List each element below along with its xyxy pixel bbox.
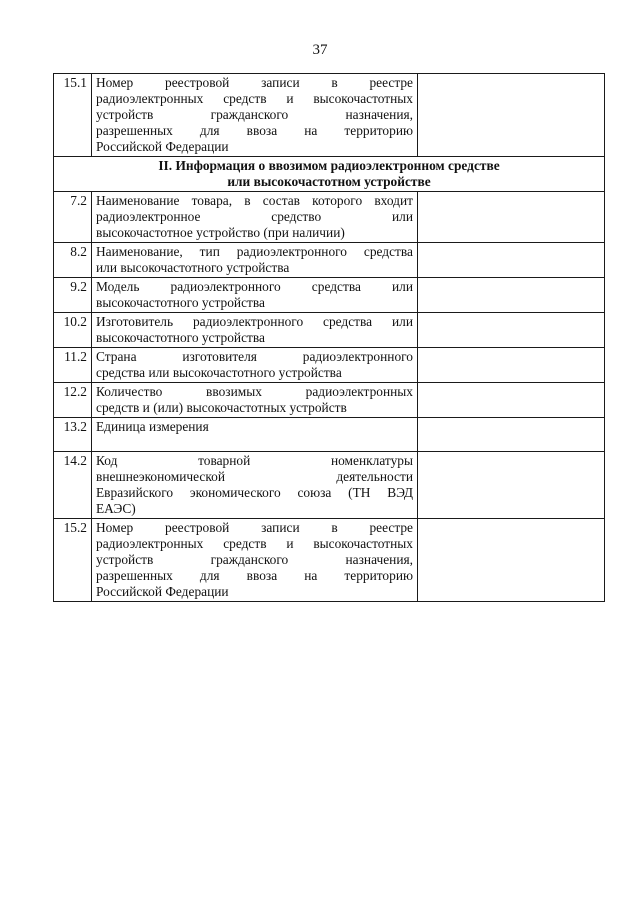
section-title-line-2: или высокочастотном устройстве: [227, 174, 431, 189]
row-description: [92, 519, 418, 602]
row-number: 14.2: [54, 452, 92, 519]
row-number: 15.1: [54, 74, 92, 157]
row-description: [92, 243, 418, 278]
row-number: 15.2: [54, 519, 92, 602]
row-description: [92, 383, 418, 418]
row-value-field[interactable]: [418, 313, 605, 348]
row-value-field[interactable]: [418, 418, 605, 452]
row-number: 13.2: [54, 418, 92, 452]
row-number: 10.2: [54, 313, 92, 348]
row-value-field[interactable]: [418, 383, 605, 418]
table-row: [54, 74, 605, 157]
row-value-field[interactable]: [418, 452, 605, 519]
description-line: разрешенных для ввоза на территорию: [96, 123, 413, 138]
description-line: или высокочастотного устройства: [96, 260, 290, 275]
description-line: Номер реестровой записи в реестре: [96, 75, 413, 90]
description-line: высокочастотного устройства: [96, 295, 265, 310]
description-line: радиоэлектронных средств и высокочастотных: [96, 91, 413, 106]
description-line: Наименование товара, в состав которого входит: [96, 193, 413, 208]
row-value-field[interactable]: [418, 278, 605, 313]
table-row: [54, 313, 605, 348]
table-row: [54, 383, 605, 418]
description-line: устройств гражданского назначения,: [96, 107, 413, 122]
description-line: Российской Федерации: [96, 584, 229, 599]
description-line: радиоэлектронное средство или: [96, 209, 413, 224]
description-line: Евразийского экономического союза (ТН ВЭД: [96, 485, 413, 500]
form-table: [53, 73, 605, 602]
description-line: внешнеэкономической деятельности: [96, 469, 413, 484]
row-number: 12.2: [54, 383, 92, 418]
row-description: [92, 74, 418, 157]
section-header-row: [54, 157, 605, 192]
description-line: Номер реестровой записи в реестре: [96, 520, 413, 535]
description-line: ЕАЭС): [96, 501, 136, 516]
row-description: [92, 418, 418, 452]
row-number: 7.2: [54, 192, 92, 243]
section-title-line-1: II. Информация о ввозимом радиоэлектронном средстве: [158, 158, 500, 173]
row-value-field[interactable]: [418, 519, 605, 602]
description-line: устройств гражданского назначения,: [96, 552, 413, 567]
row-description: [92, 278, 418, 313]
row-value-field[interactable]: [418, 74, 605, 157]
section-title: [54, 157, 605, 192]
row-value-field[interactable]: [418, 192, 605, 243]
page-number: 37: [312, 42, 328, 58]
description-line: разрешенных для ввоза на территорию: [96, 568, 413, 583]
row-description: [92, 192, 418, 243]
row-description: [92, 452, 418, 519]
description-line: Код товарной номенклатуры: [96, 453, 413, 468]
row-number: 9.2: [54, 278, 92, 313]
description-line: Модель радиоэлектронного средства или: [96, 279, 413, 294]
description-line: Единица измерения: [96, 419, 209, 434]
table-row: [54, 418, 605, 452]
description-line: Количество ввозимых радиоэлектронных: [96, 384, 413, 399]
description-line: Изготовитель радиоэлектронного средства или: [96, 314, 413, 329]
row-description: [92, 348, 418, 383]
description-line: радиоэлектронных средств и высокочастотных: [96, 536, 413, 551]
table-row: [54, 192, 605, 243]
row-value-field[interactable]: [418, 348, 605, 383]
row-number: 8.2: [54, 243, 92, 278]
table-row: [54, 243, 605, 278]
description-line: высокочастотное устройство (при наличии): [96, 225, 345, 240]
row-number: 11.2: [54, 348, 92, 383]
table-row: [54, 519, 605, 602]
description-line: средства или высокочастотного устройства: [96, 365, 342, 380]
table-row: [54, 348, 605, 383]
description-line: высокочастотного устройства: [96, 330, 265, 345]
table-row: [54, 278, 605, 313]
table-row: [54, 452, 605, 519]
description-line: Российской Федерации: [96, 139, 229, 154]
row-value-field[interactable]: [418, 243, 605, 278]
row-description: [92, 313, 418, 348]
description-line: средств и (или) высокочастотных устройств: [96, 400, 347, 415]
description-line: Страна изготовителя радиоэлектронного: [96, 349, 413, 364]
description-line: Наименование, тип радиоэлектронного средства: [96, 244, 413, 259]
